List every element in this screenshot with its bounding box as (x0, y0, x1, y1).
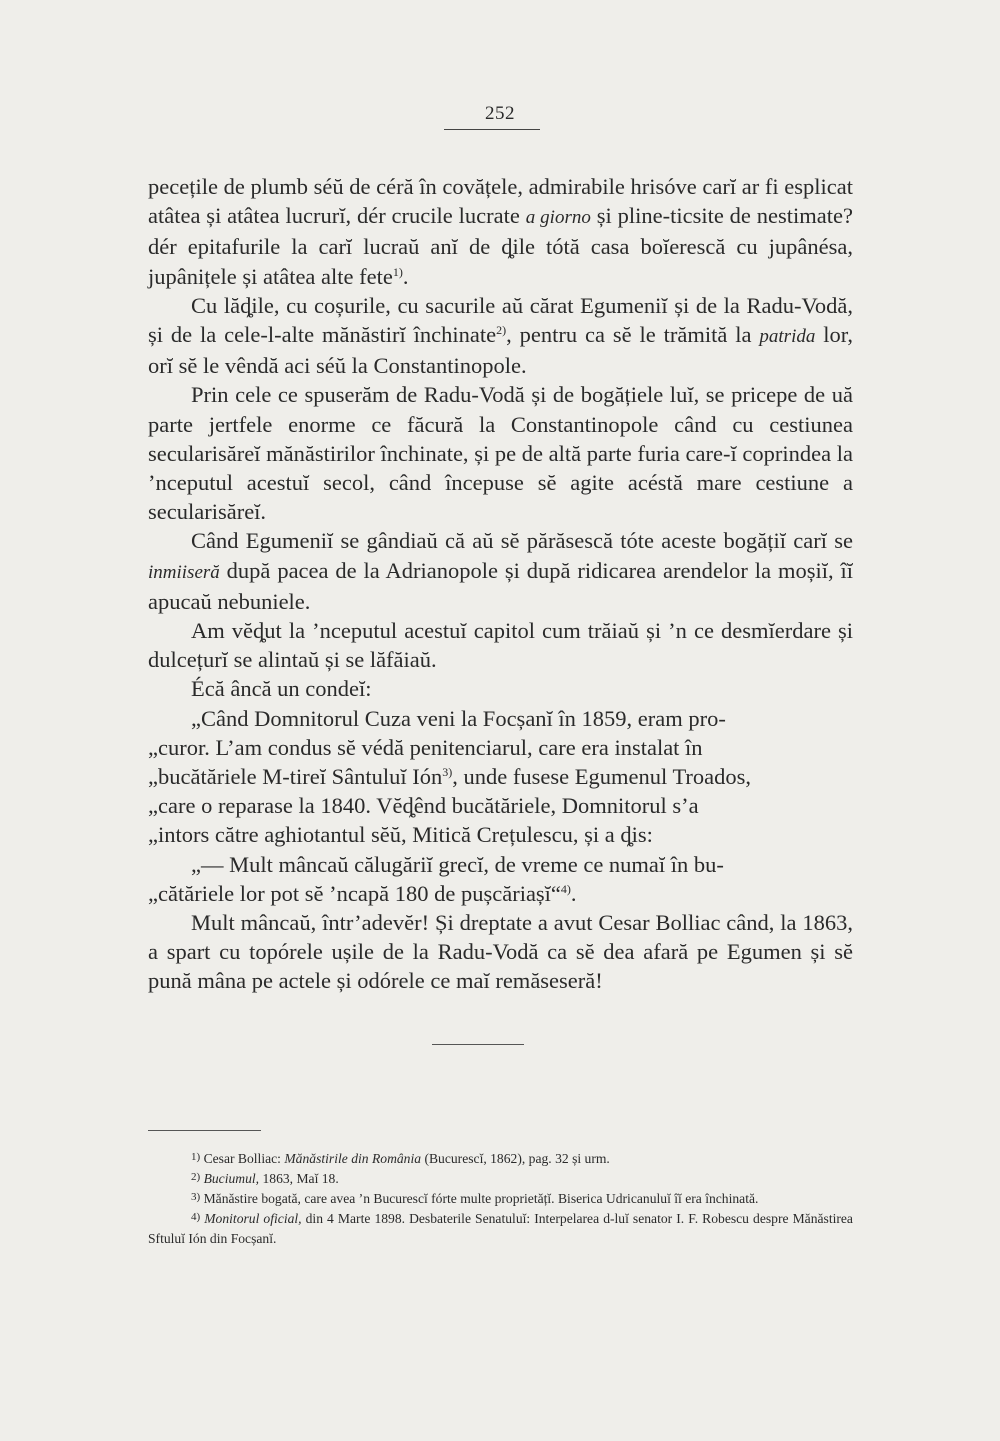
quote-line-3 (148, 762, 853, 791)
quote-line-7 (148, 879, 853, 908)
p2-text-c: lor, orĭ sĕ le vêndă aci séŭ la Constantinopole. (148, 322, 853, 379)
q3-text-b: , unde fusese Egumenul Troados, (452, 764, 752, 790)
p1-text-c: . (402, 263, 409, 289)
paragraph-6: Écă âncă un condeĭ: (191, 676, 372, 702)
footnote-1-text-b: (Bucurescĭ, 1862), pag. 32 și urm. (421, 1151, 610, 1166)
p1-text-b: și pline-ticsite de nestimate? dér epitafurile la carĭ lucraŭ anĭ de ȡile tótă casa boĭerescă cu jupânésa, jupânițele și atâtea alte fete (148, 203, 853, 289)
paragraph-3: Prin cele ce spuserăm de Radu-Vodă și de bogățiele luĭ, se pricepe de uă parte jertfele enorme ce făcură la Constantinopole când cu cestiunea secularisăreĭ mănăstirilor închinate, și pe de altă parte furia care-ĭ coprindea la ’nceputul acestuĭ secol, când începuse sĕ agite acéstă mare cestiune a secularisăreĭ. (148, 382, 853, 525)
footnote-4-italic: Monitorul oficial, (204, 1211, 302, 1226)
footnote-1-text-a: Cesar Bolliac: (200, 1151, 285, 1166)
q7-text-a: „cătăriele lor pot sĕ ’ncapă 180 de pușcăriașĭ“ (148, 880, 561, 906)
quote-line-6: „— Mult mâncaŭ călugăriĭ grecĭ, de vreme ce numaĭ în bu- (191, 851, 724, 877)
footnote-1 (148, 1149, 853, 1169)
quote-line-5: „intors către aghiotantul sĕŭ, Mitică Crețulescu, și a ȡis: (148, 822, 653, 848)
paragraph-2 (148, 291, 853, 381)
p1-italic: a giorno (525, 207, 591, 229)
footnote-2-number: 2) (191, 1171, 201, 1183)
footnote-2-italic: Buciumul, (203, 1171, 260, 1186)
paragraph-4 (148, 526, 853, 616)
paragraph-7: Mult mâncaŭ, într’adevĕr! Și dreptate a avut Cesar Bolliac când, la 1863, a spart cu topórele ușile de la Radu-Vodă ca sĕ dea afară pe Egumen și sĕ pună mâna pe actele și odórele ce maĭ remăseseră! (148, 910, 853, 994)
p2-text-a: Cu lăȡile, cu coșurile, cu sacurile aŭ cărat Egumeniĭ și de la Radu-Vodă, și de la cele-l-alte mănăstirĭ închinate (148, 292, 853, 348)
q7-text-b: . (570, 880, 577, 906)
footnote-rule (148, 1130, 261, 1131)
q3-text-a: „bucătăriele M-tireĭ Sântuluĭ Ión (148, 764, 443, 790)
footnote-4-number: 4) (191, 1211, 201, 1223)
page-number-rule (444, 129, 540, 130)
footnote-3-number: 3) (191, 1191, 201, 1203)
footnote-ref-1: 1) (392, 264, 403, 279)
p4-text-a: Când Egumeniĭ se gândiaŭ că aŭ sĕ părăsescă tóte aceste bogățiĭ carĭ se (191, 528, 853, 554)
page-number: 252 (485, 103, 515, 124)
footnote-2 (148, 1169, 853, 1189)
footnote-ref-2: 2) (496, 323, 507, 338)
footnote-3 (148, 1189, 853, 1209)
p2-text-b: , pentru ca sĕ le trămită la (506, 322, 760, 348)
footnote-1-number: 1) (191, 1151, 201, 1163)
p1-text-a: pecețile de plumb séŭ de céră în covățele, admirabile hrisóve carĭ ar fi esplicat atâtea și atâtea lucrurĭ, dér crucile lucrate (148, 174, 853, 229)
footnote-4 (148, 1209, 853, 1249)
quote-line-4: „care o reparase la 1840. Vĕȡênd bucătăriele, Domnitorul s’a (148, 793, 699, 819)
p4-text-b: după pacea de la Adrianopole și după ridicarea arendelor la moșiĭ, îĭ apucaŭ nebuniele. (148, 557, 853, 614)
body-text (148, 172, 853, 996)
footnote-3-text: Mănăstire bogată, care avea ’n Bucurescĭ fórte multe proprietățĭ. Biserica Udricanuluĭ îĭ era închinată. (200, 1191, 759, 1206)
footnote-ref-4: 4) (560, 881, 571, 896)
paragraph-1 (148, 172, 853, 291)
paragraph-5: Am vĕȡut la ’nceputul acestuĭ capitol cum trăiaŭ și ’n ce desmĭerdare și dulcețurĭ se alintaŭ și se lăfăiaŭ. (148, 618, 853, 673)
quote-line-1: „Când Domnitorul Cuza veni la Focșanĭ în 1859, eram pro- (191, 705, 726, 731)
footnote-4-text: din 4 Marte 1898. Desbaterile Senatuluĭ: Interpelarea d-luĭ senator I. F. Robescu despre Mănăstirea Sftuluĭ Ión din Focșanĭ. (148, 1211, 853, 1246)
footnote-1-italic: Mănăstirile din România (284, 1151, 422, 1166)
p2-italic: patrida (759, 326, 816, 348)
footnotes (148, 1149, 853, 1249)
footnote-2-text: 1863, Maĭ 18. (259, 1171, 339, 1186)
p4-italic: inmiiseră (148, 561, 220, 583)
footnote-ref-3: 3) (442, 765, 453, 780)
quote-line-2: „curor. L’am condus sĕ védă penitenciarul, care era instalat în (148, 734, 703, 760)
section-divider (432, 1044, 524, 1045)
